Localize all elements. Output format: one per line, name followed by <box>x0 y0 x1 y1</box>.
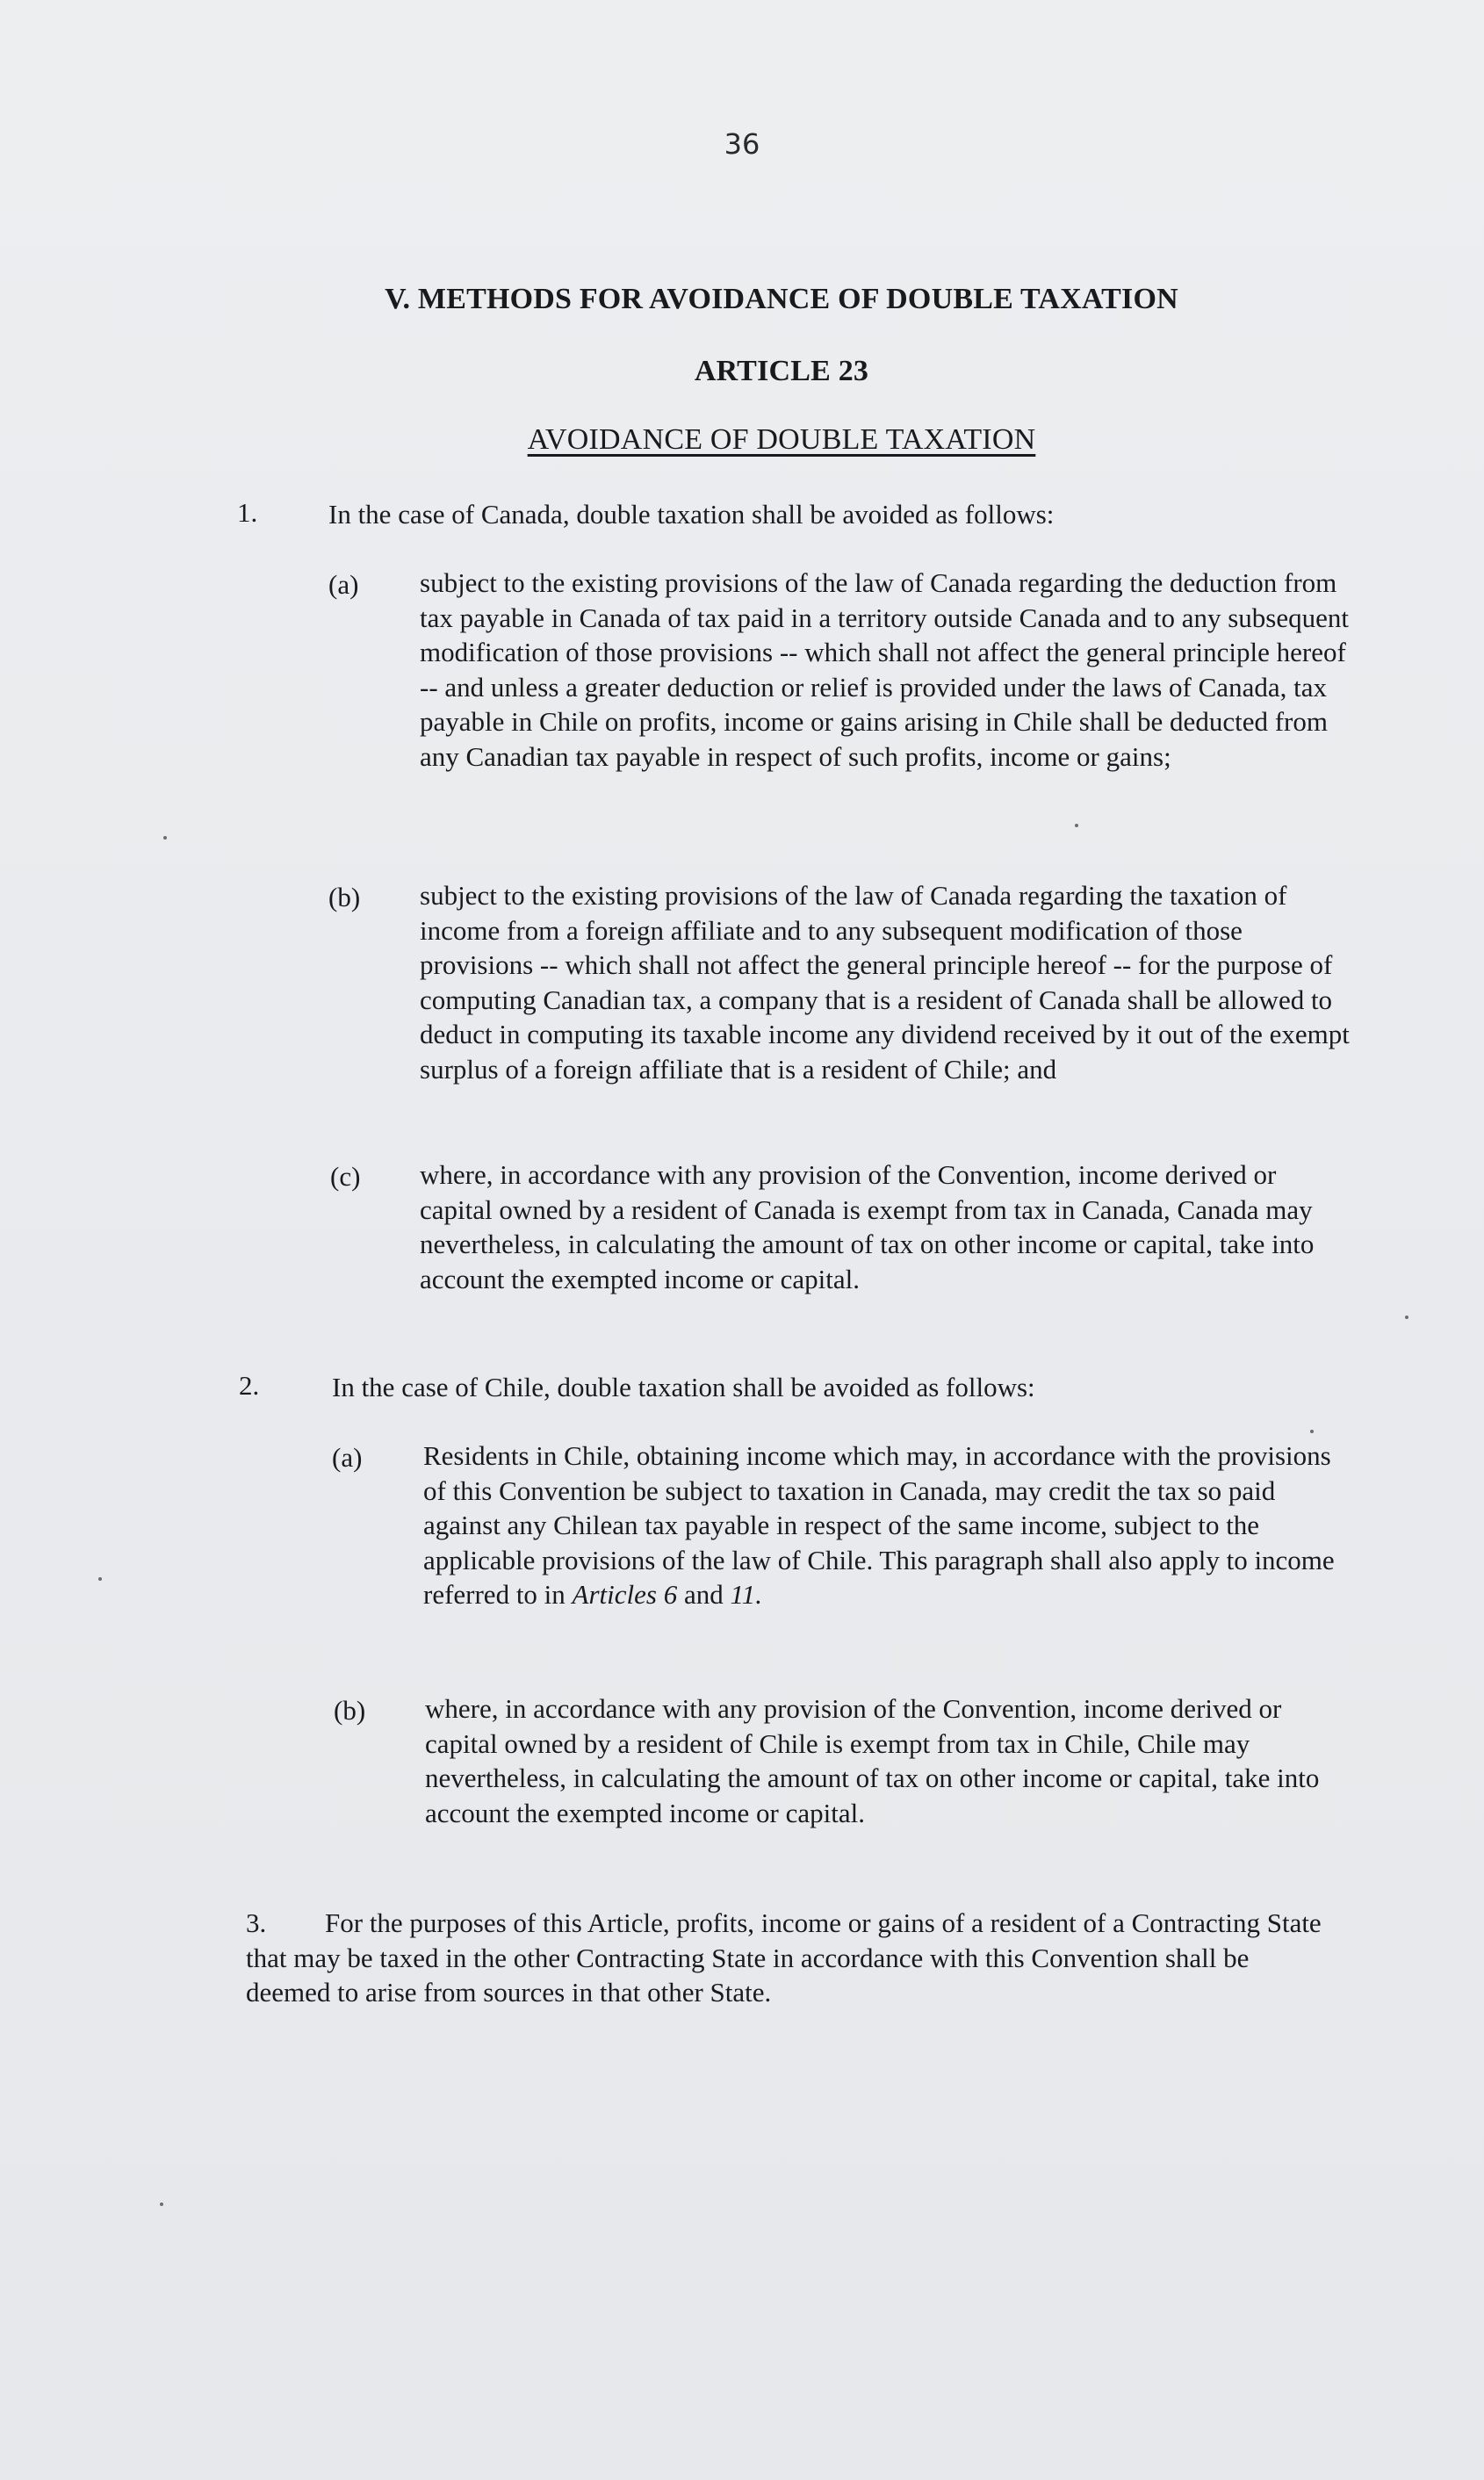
paragraph-2a-label: (a) <box>332 1442 363 1473</box>
paragraph-1-intro: In the case of Canada, double taxation shall be avoided as follows: <box>328 499 1055 530</box>
scan-speck <box>1310 1430 1314 1433</box>
paragraph-1-number: 1. <box>237 497 258 528</box>
paragraph-1c-text: where, in accordance with any provision of the Convention, income derived or capital owned by a resident of Canada is exempt from tax in Canada, Canada may nevertheless, in calculating the amount of tax on other income or capital, take into account the exempted income or capital. <box>420 1159 1315 1294</box>
page-number: 36 <box>724 127 760 161</box>
paragraph-1b-text: subject to the existing provisions of the law of Canada regarding the taxation of income from a foreign affiliate and to any subsequent modification of those provisions -- which shall not affect the general principle hereof -- for the purpose of computing Canadian tax, a company that is a resident of Canada shall be allowed to deduct in computing its taxable income any dividend received by it out of the exempt surplus of a foreign affiliate that is a resident of Chile; and <box>420 880 1350 1085</box>
paragraph-2-number: 2. <box>239 1370 260 1401</box>
paragraph-1c-label: (c) <box>330 1161 361 1192</box>
paragraph-2a-text <box>423 1438 1354 1612</box>
paragraph-2b-text: where, in accordance with any provision of the Convention, income derived or capital owned by a resident of Chile is exempt from tax in Chile, Chile may nevertheless, in calculating the amount of tax on other income or capital, take into account the exempted income or capital. <box>425 1693 1320 1828</box>
paragraph-2a-text-middle: and <box>677 1579 731 1610</box>
paragraph-3-number: 3. <box>246 1907 267 1938</box>
paragraph-2a-text-before: Residents in Chile, obtaining income which may, in accordance with the provisions of this Convention be subject to taxation in Canada, may credit the tax so paid against any Chilean tax payable in respect of the same income, subject to the applicable provisions of the law of Chile. This paragraph shall also apply to income referred to in <box>423 1440 1335 1610</box>
paragraph-2-intro: In the case of Chile, double taxation shall be avoided as follows: <box>332 1372 1035 1402</box>
article-title: AVOIDANCE OF DOUBLE TAXATION <box>527 423 1036 456</box>
scan-speck <box>1405 1316 1408 1319</box>
scan-speck <box>163 836 167 840</box>
scan-speck <box>1075 824 1078 827</box>
paragraph-2b-label: (b) <box>334 1695 366 1726</box>
paragraph-3 <box>246 1906 1326 2010</box>
paragraph-2a-article-11-ref: 11 <box>730 1579 756 1610</box>
paragraph-2a-text-after: . <box>755 1579 762 1610</box>
paragraph-1b-label: (b) <box>328 882 361 912</box>
article-heading: ARTICLE 23 <box>694 355 869 387</box>
scan-speck <box>160 2202 163 2206</box>
section-heading: V. METHODS FOR AVOIDANCE OF DOUBLE TAXATION <box>385 283 1178 315</box>
paragraph-1a-text: subject to the existing provisions of the law of Canada regarding the deduction from tax payable in Canada of tax paid in a territory outside Canada and to any subsequent modification of those provisions -- which shall not affect the general principle hereof -- and unless a greater deduction or relief is provided under the laws of Canada, tax payable in Chile on profits, income or gains arising in Chile shall be deducted from any Canadian tax payable in respect of such profits, income or gains; <box>420 567 1349 772</box>
paragraph-3-text: For the purposes of this Article, profits, income or gains of a resident of a Contracting State that may be taxed in the other Contracting State in accordance with this Convention shall be deemed to arise from sources in that other State. <box>246 1907 1322 2008</box>
paragraph-1a-label: (a) <box>328 569 359 600</box>
scan-speck <box>98 1577 102 1581</box>
paragraph-2a-article-6-ref: Articles 6 <box>572 1579 678 1610</box>
